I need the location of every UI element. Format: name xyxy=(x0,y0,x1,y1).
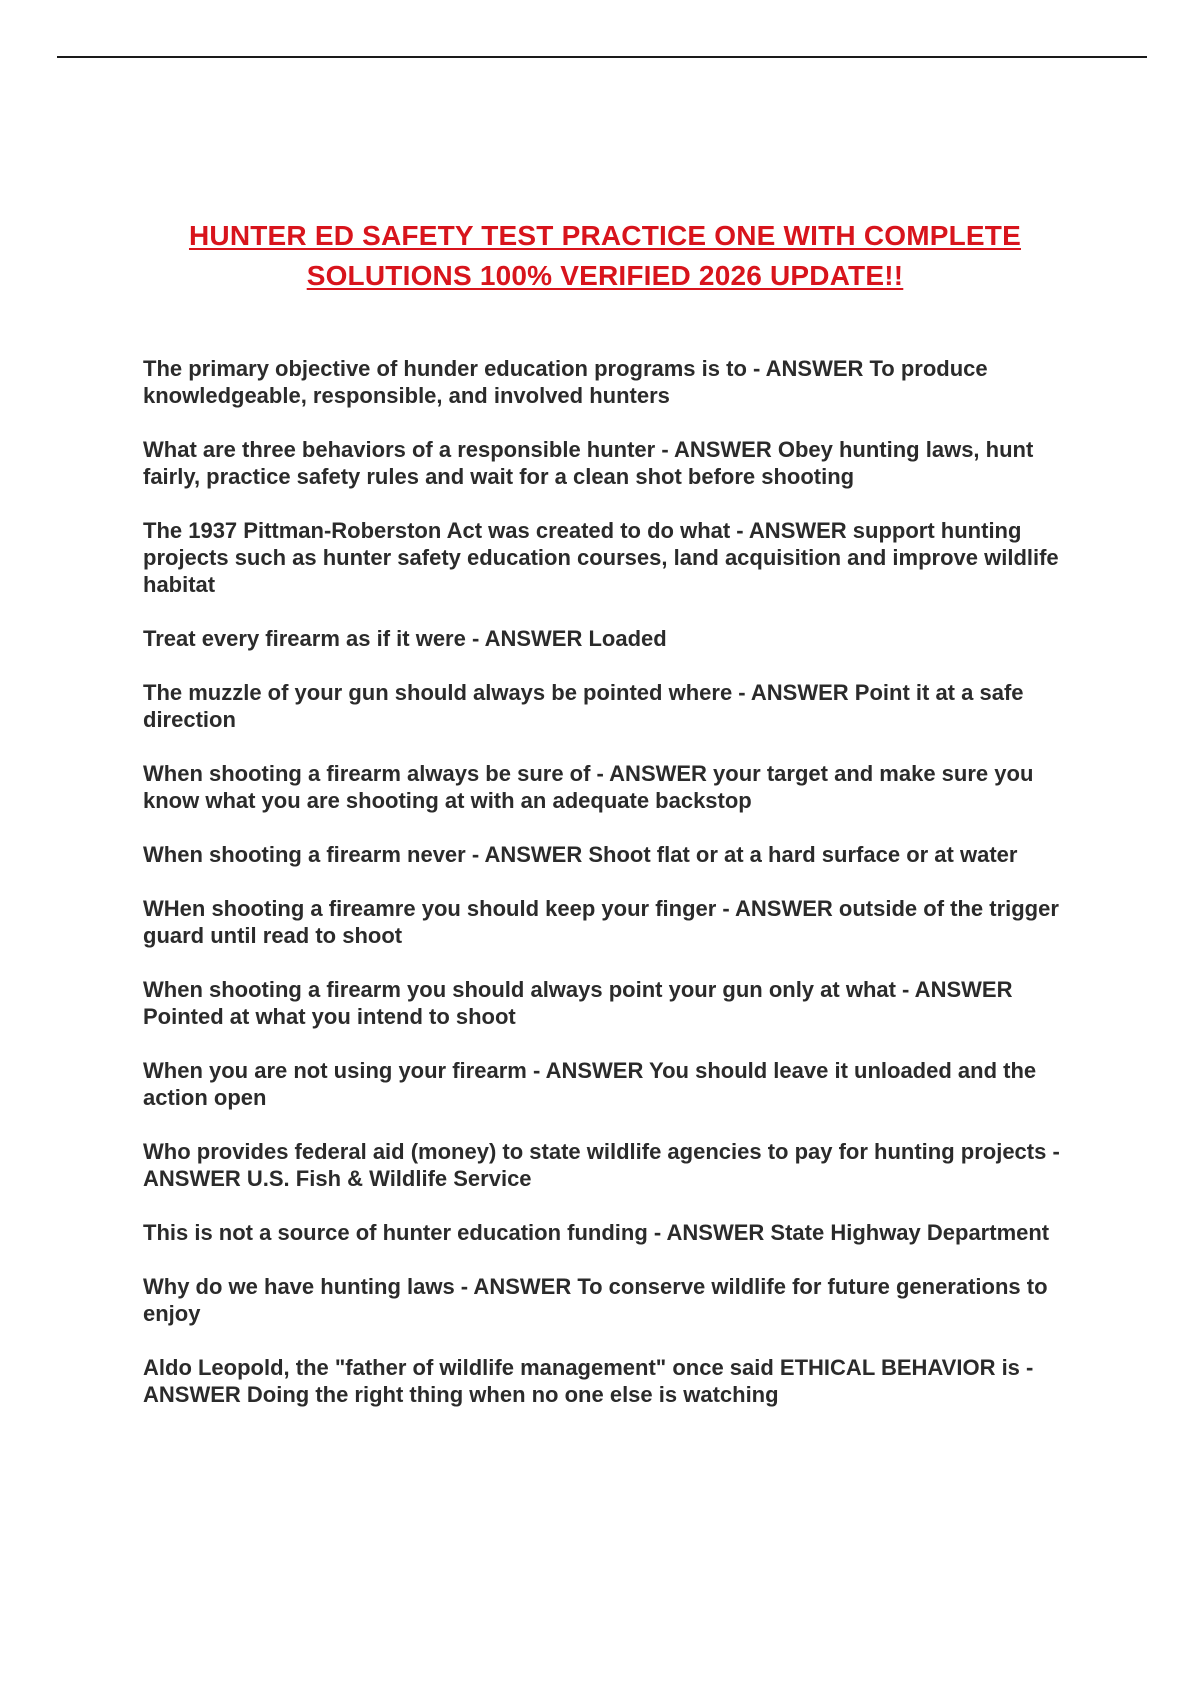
document-title xyxy=(120,216,1090,296)
title-line-1 xyxy=(120,216,1090,256)
question-answer-item: The 1937 Pittman-Roberston Act was created to do what - ANSWER support hunting projects such as hunter safety education courses, land acquisition and improve wildlife habitat xyxy=(143,518,1059,597)
question-answer-item: When shooting a firearm you should always point your gun only at what - ANSWER Pointed at what you intend to shoot xyxy=(143,977,1013,1029)
question-answer-item: Who provides federal aid (money) to state wildlife agencies to pay for hunting projects - ANSWER U.S. Fish & Wildlife Service xyxy=(143,1139,1060,1191)
title-line-2 xyxy=(120,256,1090,296)
question-answer-item: The primary objective of hunder education programs is to - ANSWER To produce knowledgeable, responsible, and involved hunters xyxy=(143,356,988,408)
title-line-2-text: SOLUTIONS 100% VERIFIED 2026 UPDATE!! xyxy=(306,260,904,291)
question-answer-list xyxy=(143,355,1083,1435)
question-answer-item: Aldo Leopold, the "father of wildlife management" once said ETHICAL BEHAVIOR is - ANSWER Doing the right thing when no one else is watching xyxy=(143,1355,1034,1407)
question-answer-item: When shooting a firearm never - ANSWER Shoot flat or at a hard surface or at water xyxy=(143,842,1018,867)
question-answer-item: When you are not using your firearm - ANSWER You should leave it unloaded and the action open xyxy=(143,1058,1037,1110)
top-divider xyxy=(57,56,1147,58)
title-line-1-text: HUNTER ED SAFETY TEST PRACTICE ONE WITH COMPLETE xyxy=(188,220,1021,251)
question-answer-item: What are three behaviors of a responsible hunter - ANSWER Obey hunting laws, hunt fairly, practice safety rules and wait for a clean shot before shooting xyxy=(143,437,1034,489)
question-answer-item: Treat every firearm as if it were - ANSWER Loaded xyxy=(143,626,667,651)
question-answer-item: When shooting a firearm always be sure of - ANSWER your target and make sure you know what you are shooting at with an adequate backstop xyxy=(143,761,1034,813)
question-answer-item: WHen shooting a fireamre you should keep your finger - ANSWER outside of the trigger guard until read to shoot xyxy=(143,896,1059,948)
question-answer-item: Why do we have hunting laws - ANSWER To conserve wildlife for future generations to enjoy xyxy=(143,1274,1048,1326)
question-answer-item: The muzzle of your gun should always be pointed where - ANSWER Point it at a safe direction xyxy=(143,680,1024,732)
question-answer-item: This is not a source of hunter education funding - ANSWER State Highway Department xyxy=(143,1220,1050,1245)
